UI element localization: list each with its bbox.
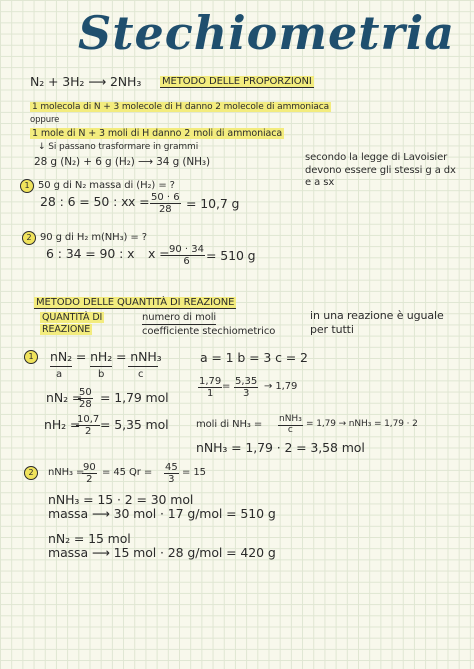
ratio-bar (128, 366, 158, 367)
ratio-bar (90, 366, 112, 367)
qr2-den: 3 (168, 474, 175, 485)
qty-definition (142, 311, 275, 338)
ex2-fraction (168, 244, 205, 267)
qty-note (310, 309, 444, 338)
ex1-fraction (150, 192, 181, 215)
cmp-a-num: 1,79 (199, 376, 222, 387)
exercise-number-badge: 2 (22, 231, 36, 245)
method1-title: METODO DELLE PROPORZIONI (162, 76, 312, 87)
qty-def-den: coefficiente stechiometrico (142, 326, 276, 337)
note-lavoisier-line: secondo la legge di Lavoisier (305, 152, 448, 163)
nN2-den: 28 (79, 399, 92, 410)
line-grams: 28 g (N₂) + 6 g (H₂) ⟶ 34 g (NH₃) (34, 156, 211, 168)
moles-nh3-den: c (287, 424, 293, 435)
ex2-proportion: 6 : 34 = 90 : x (46, 246, 135, 261)
cmp-result: → 1,79 (264, 381, 298, 392)
exercise-number-badge: 1 (20, 179, 34, 193)
ratio-bar (50, 366, 72, 367)
cmp-eq: = (222, 381, 231, 392)
nH2-result: = 5,35 mol (100, 417, 169, 432)
ex2-given: 90 g di H₂ m(NH₃) = ? (40, 232, 147, 243)
line-moles: 1 mole di N + 3 moli di H danno 2 moli di ammoniaca (32, 128, 283, 139)
cmp-b-fraction (234, 376, 258, 399)
reaction-right: 2NH₃ (109, 74, 142, 89)
qr2-fraction (164, 462, 179, 485)
cmp-b-num: 5,35 (235, 376, 258, 387)
ex1-given: 50 g di N₂ massa di (H₂) = ? (38, 180, 175, 191)
nH2-den: 2 (84, 426, 92, 437)
qty-label-line: REAZIONE (42, 323, 91, 335)
ex4-massa2: massa ⟶ 15 mol · 28 g/mol = 420 g (48, 545, 276, 560)
ex3-coeffs: a = 1 b = 3 c = 2 (200, 350, 308, 365)
nH2-prefix: nH₂ = (44, 417, 81, 432)
ratio-den-c: c (138, 369, 144, 380)
qty-label (40, 312, 104, 336)
ex4-nNH3: nNH₃ = 15 · 2 = 30 mol (48, 492, 194, 507)
cmp-b-den: 3 (242, 388, 250, 399)
qr2-num: 45 (165, 462, 178, 473)
ex1-result: = 10,7 g (186, 196, 240, 211)
nH2-num: 10,7 (77, 414, 100, 425)
nNH3-line: nNH₃ = 1,79 · 2 = 3,58 mol (196, 440, 365, 455)
moles-nh3-result: = 1,79 → nNH₃ = 1,79 · 2 (306, 419, 418, 429)
nN2-fraction (78, 387, 93, 410)
cmp-a-den: 1 (206, 388, 214, 399)
qr-result: = 15 (182, 467, 206, 478)
ex2-result: = 510 g (206, 248, 256, 263)
qr-num: 90 (83, 462, 96, 473)
ex1-solve-prefix: x = (128, 194, 150, 209)
reaction-arrow: ⟶ (88, 74, 107, 89)
qr-fraction (82, 462, 97, 485)
line-oppure: oppure (30, 115, 60, 125)
ex1-fraction-den: 28 (158, 204, 172, 215)
nH2-fraction (76, 414, 100, 437)
qty-label-line: QUANTITÀ DI (42, 312, 103, 323)
ex1-fraction-num: 50 · 6 (151, 192, 180, 203)
note-lavoisier-line: devono essere gli stessi g a dx (305, 164, 456, 176)
ex4-nN2: nN₂ = 15 mol (48, 531, 131, 546)
moles-nh3-num: nNH₃ (279, 414, 302, 424)
ex2-fraction-den: 6 (183, 256, 190, 267)
line-molecules: 1 molecola di N + 3 molecole di H danno 2 molecole di ammoniaca (32, 102, 330, 112)
ex2-solve-prefix: x = (148, 246, 170, 261)
note-lavoisier (305, 152, 456, 190)
nN2-prefix: nN₂ = (46, 390, 83, 405)
method2-title: METODO DELLE QUANTITÀ DI REAZIONE (36, 297, 235, 308)
exercise-number-badge: 2 (24, 466, 38, 480)
ex3-ratio: nN₂ = nH₂ = nNH₃ (50, 349, 162, 364)
line-grams-note: ↓ Si passano trasformare in grammi (38, 142, 199, 152)
ex4-massa1: massa ⟶ 30 mol · 17 g/mol = 510 g (48, 506, 276, 521)
ex1-proportion: 28 : 6 = 50 : x (40, 194, 129, 209)
ratio-den-b: b (98, 369, 105, 380)
qty-note-line: per tutti (310, 323, 354, 337)
moles-nh3-fraction (278, 415, 303, 436)
reaction-equation (30, 76, 141, 89)
qr-den: 2 (86, 474, 93, 485)
ex2-fraction-num: 90 · 34 (169, 244, 204, 255)
note-lavoisier-line: e a sx (305, 177, 335, 188)
nN2-num: 50 (79, 387, 92, 398)
qr-prefix: nNH₃ = (48, 467, 85, 478)
page-title: Stechiometria (78, 6, 456, 60)
qr-mid: = 45 Qr = (102, 467, 153, 478)
reaction-left: N₂ + 3H₂ (30, 74, 85, 89)
qty-note-line: in una reazione è uguale (310, 309, 444, 322)
moles-nh3-prefix: moli di NH₃ = (196, 419, 263, 430)
nN2-result: = 1,79 mol (100, 390, 169, 405)
exercise-number-badge: 1 (24, 350, 38, 364)
ratio-den-a: a (56, 369, 63, 380)
qty-def-num: numero di moli (142, 312, 217, 323)
cmp-a-fraction (198, 376, 222, 399)
